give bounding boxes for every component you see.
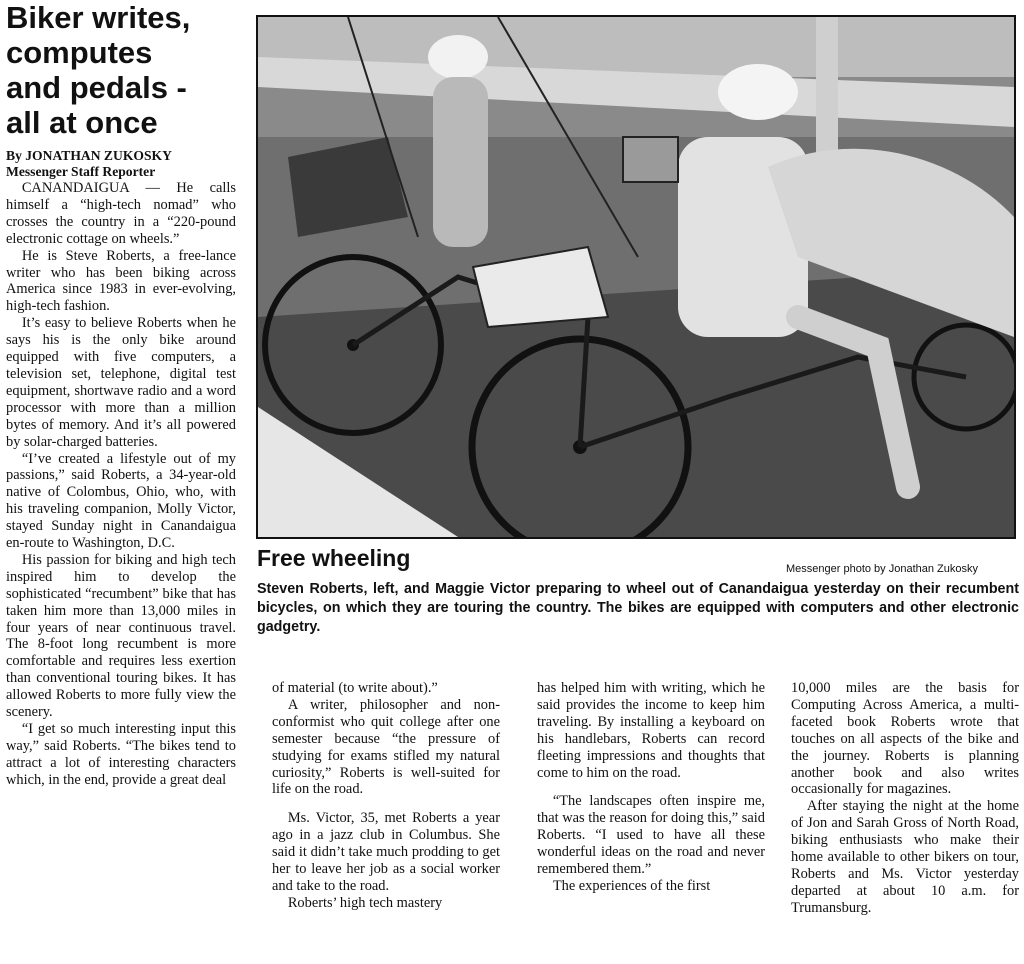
article-column-2 xyxy=(272,680,500,912)
byline-title: Messenger Staff Reporter xyxy=(6,164,156,179)
headline xyxy=(6,0,246,140)
paragraph: “The landscapes often inspire me, that was the reason for doing this,” said Roberts. “I used to have all these wonderful ideas on the road and never remembered them.” xyxy=(537,793,765,878)
paragraph: “I’ve created a lifestyle out of my passions,” said Roberts, a 34-year-old native of Colombus, Ohio, who, with his traveling companion, Molly Victor, stayed Sunday night in Canandaigua en-route to Washington, D.C. xyxy=(6,450,236,552)
headline-line: and pedals - xyxy=(6,70,187,105)
paragraph: 10,000 miles are the basis for Computing Across America, a multi-faceted book Roberts wrote that touches on all aspects of the bike and the journey. Roberts is planning another book and also writes occasionally for magazines. xyxy=(791,680,1019,798)
photo-caption-title: Free wheeling xyxy=(257,545,411,571)
headline-line: Biker writes, xyxy=(6,0,191,35)
paragraph: A writer, philosopher and non-conformist who quit college after one semester because “the pressure of studying for exams stifled my natural curiosity,” Roberts is well-suited for life on the road. xyxy=(272,696,500,798)
paragraph: He is Steve Roberts, a free-lance writer who has been biking across America since 1983 in ever-evolving, high-tech fashion. xyxy=(6,247,236,315)
photo-caption: Steven Roberts, left, and Maggie Victor preparing to wheel out of Canandaigua yesterday on their recumbent bicycles, on which they are touring the country. The bikes are equipped with computers and other electronic gadgetry. xyxy=(257,581,1019,635)
paragraph: The experiences of the first xyxy=(552,877,711,894)
paragraph: Roberts’ high tech mastery xyxy=(287,894,443,911)
article-column-3 xyxy=(537,680,765,895)
photo-credit: Messenger photo by Jonathan Zukosky xyxy=(786,563,979,575)
news-photo xyxy=(256,15,1016,539)
article-column-1 xyxy=(6,148,236,789)
headline-line: computes xyxy=(6,35,153,70)
byline-name: By JONATHAN ZUKOSKY xyxy=(6,148,172,163)
paragraph: His passion for biking and high tech inspired him to develop the sophisticated “recumbent” bike that has taken him more than 13,000 miles in four years of near continuous travel. The 8-foot long recumbent is more comfortable and requires less exertion than conventional touring bikes. It has allowed Roberts to more fully view the scenery. xyxy=(6,551,236,721)
article-column-4 xyxy=(791,680,1019,917)
headline-line: all at once xyxy=(6,105,158,140)
paragraph: It’s easy to believe Roberts when he says his is the only bike around equipped with five computers, a television set, telephone, digital test equipment, shortwave radio and a word processor with more than a million bytes of memory. And it’s all powered by solar-charged batteries. xyxy=(6,315,236,450)
paragraph: CANANDAIGUA — He calls himself a “high-tech nomad” who crosses the country in a “220-pound electronic cottage on wheels.” xyxy=(6,180,236,247)
paragraph: of material (to write about).” xyxy=(272,680,438,696)
paragraph: has helped him with writing, which he said provides the income to keep him traveling. By installing a keyboard on his handlebars, Roberts can record fleeting impressions and thoughts that come to him on the road. xyxy=(537,680,765,781)
paragraph: “I get so much interesting input this way,” said Roberts. “The bikes tend to attract a lot of interesting characters which, in the end, provide a great deal xyxy=(6,721,236,788)
paragraph: Ms. Victor, 35, met Roberts a year ago in a jazz club in Columbus. She said it didn’t take much prodding to get her to leave her job as a social worker and take to the road. xyxy=(272,810,500,894)
paragraph: After staying the night at the home of Jon and Sarah Gross of North Road, biking enthusiasts who make their home available to other bikers on tour, Roberts and Ms. Victor yesterday departed at about 10 a.m. for Trumansburg. xyxy=(791,798,1019,916)
photo-illustration xyxy=(258,17,1014,537)
